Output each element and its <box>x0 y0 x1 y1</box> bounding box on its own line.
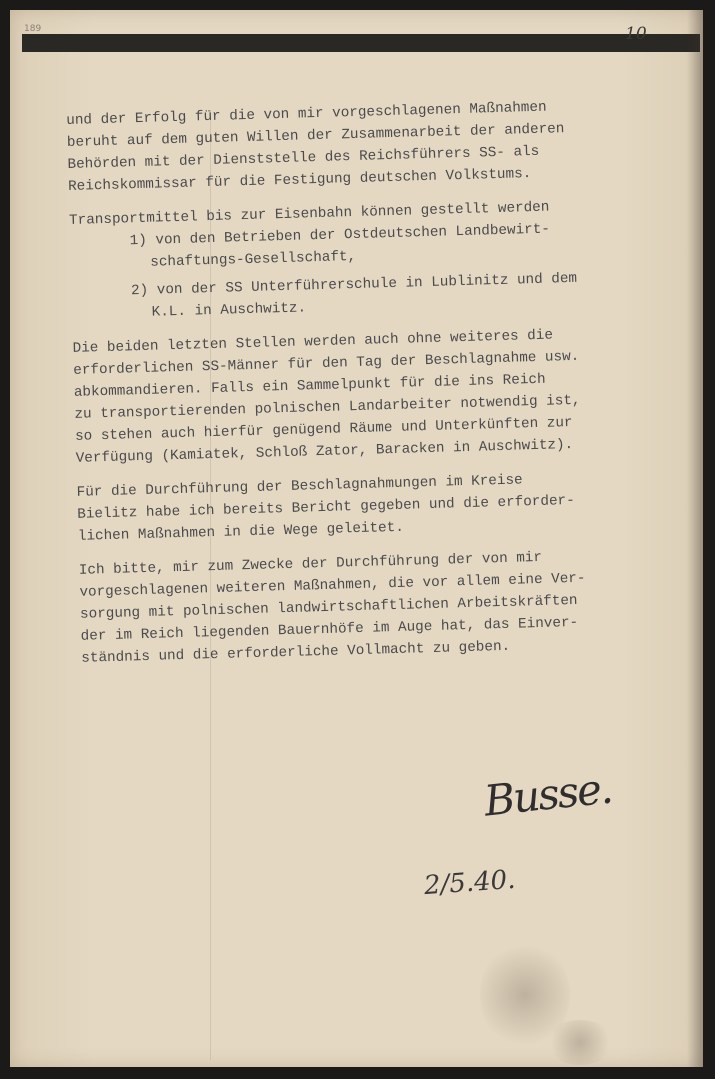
text-line: K.L. in Auschwitz. <box>151 300 307 321</box>
text-line: Für die Durchführung der Beschlagnahmungen im Kreise <box>76 472 523 501</box>
text-line: der im Reich liegenden Bauernhöfe im Auge hat, das Einver- <box>80 614 579 645</box>
text-line: Behörden mit der Dienststelle des Reichsführers SS- als <box>67 143 540 173</box>
text-line: Verfügung (Kamiatek, Schloß Zator, Baracken in Auschwitz). <box>75 436 574 467</box>
text-line: erforderlichen SS-Männer für den Tag der Beschlagnahme usw. <box>73 348 580 379</box>
text-line: ständnis und die erforderliche Vollmacht zu geben. <box>81 638 511 667</box>
paragraph-1 <box>66 93 668 198</box>
text-line: 1) von den Betrieben der Ostdeutschen Landbewirt- <box>129 221 551 250</box>
typed-letter-body <box>66 93 681 670</box>
text-line: beruht auf dem guten Willen der Zusammenarbeit der anderen <box>66 121 565 151</box>
text-line: so stehen auch hierfür genügend Räume und Unterkünften zur <box>74 414 573 445</box>
handwritten-signature <box>481 763 624 850</box>
scan-border-band <box>22 34 700 52</box>
text-line: schaftungs-Gesellschaft, <box>150 248 357 271</box>
text-line: zu transportierenden polnischen Landarbeiter notwendig ist, <box>74 392 581 423</box>
text-line: Ich bitte, mir zum Zwecke der Durchführung der von mir <box>78 549 543 579</box>
text-line: abkommandieren. Falls ein Sammelpunkt für die ins Reich <box>73 371 546 401</box>
text-line: sorgung mit polnischen landwirtschaftlichen Arbeitskräften <box>79 592 578 623</box>
page-number: 10 <box>625 24 647 44</box>
document-page <box>10 10 703 1067</box>
archive-number: 189 <box>24 24 42 34</box>
handwritten-date: 2/5.40. <box>423 864 517 902</box>
text-line: und der Erfolg für die von mir vorgeschlagenen Maßnahmen <box>66 99 547 129</box>
text-line: Die beiden letzten Stellen werden auch ohne weiteres die <box>72 327 554 357</box>
signature-text: Busse. <box>481 763 614 826</box>
text-line: Reichskommissar für die Festigung deutschen Volkstums. <box>67 166 532 195</box>
paragraph-3 <box>72 321 675 470</box>
paragraph-5 <box>79 543 682 670</box>
page-edge-shadow <box>687 10 703 1067</box>
text-line: 2) von der SS Unterführerschule in Lublinitz und dem <box>130 270 578 300</box>
paper-stain <box>545 1020 615 1065</box>
text-line: Bielitz habe ich bereits Bericht gegeben und die erforder- <box>77 492 575 523</box>
text-line: lichen Maßnahmen in die Wege geleitet. <box>77 519 405 545</box>
text-line: Transportmittel bis zur Eisenbahn können gestellt werden <box>68 199 550 229</box>
text-line: vorgeschlagenen weiteren Maßnahmen, die vor allem eine Ver- <box>79 570 586 601</box>
